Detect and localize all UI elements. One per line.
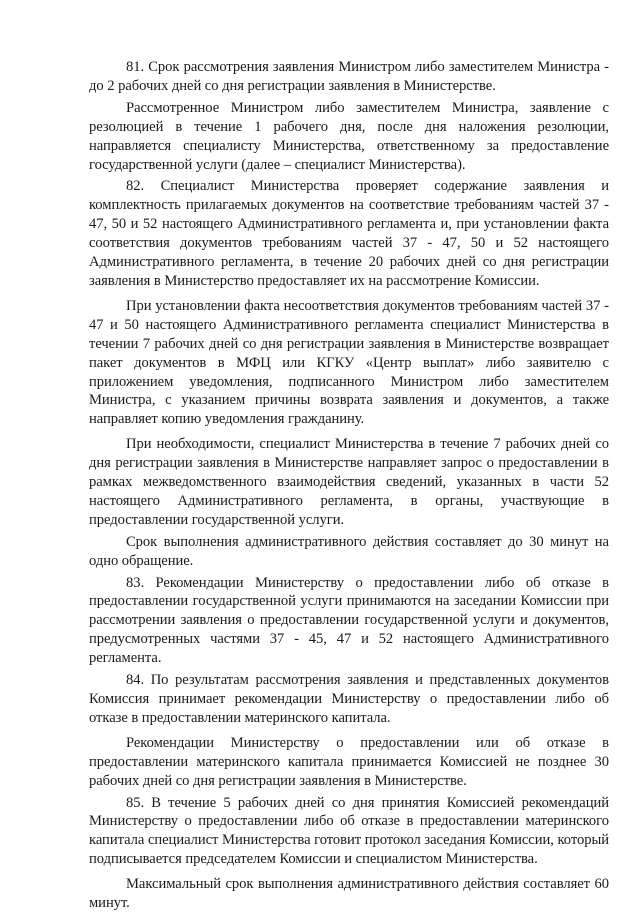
paragraph-81: 81. Срок рассмотрения заявления Министром либо заместителем Министра - до 2 рабочих дней со дня регистрации заявления в Министерстве. bbox=[89, 59, 609, 94]
paragraph-84: 84. По результатам рассмотрения заявления и представленных документов Комиссия принимает рекомендации Министерству о предоставлении либо об отказе в предоставлении материнского капитала. bbox=[89, 672, 609, 726]
paragraph-82: 82. Специалист Министерства проверяет содержание заявления и комплектность прилагаемых документов на соответствие требованиям частей 37 - 47, 50 и 52 настоящего Административного регламента и, при установлении факта соответствия документов требованиям частей 37 - 47, 50 и 52 настоящего Административного регламента, в течение 20 рабочих дней со дня регистрации заявления в Министерство предоставляет их на рассмотрение Комиссии. bbox=[89, 178, 609, 289]
paragraph-81-resolution: Рассмотренное Министром либо заместителем Министра, заявление с резолюцией в течение 1 рабочего дня, после дня наложения резолюции, направляется специалисту Министерства, ответственному за предоставление государственной услуги (далее – специалист Министерства). bbox=[89, 99, 609, 173]
paragraph-83: 83. Рекомендации Министерству о предоставлении либо об отказе в предоставлении государственной услуги принимаются на заседании Комиссии при рассмотрении заявления о предоставлении государственной услуги и документов, предусмотренных частями 37 - 45, 47 и 52 настоящего Административного регламента. bbox=[89, 574, 609, 667]
paragraph-85-time-limit: Максимальный срок выполнения административного действия составляет 60 минут. bbox=[89, 876, 609, 912]
paragraph-85: 85. В течение 5 рабочих дней со дня принятия Комиссией рекомендаций Министерству о предоставлении либо об отказе в предоставлении материнского капитала специалист Министерства готовит протокол заседания Комиссии, который подписывается председателем Комиссии и специалистом Министерства. bbox=[89, 794, 609, 868]
document-body bbox=[89, 58, 609, 913]
paragraph-82-interagency-request: При необходимости, специалист Министерства в течение 7 рабочих дней со дня регистрации заявления в Министерстве направляет запрос о предоставлении в рамках межведомственного взаимодействия сведений, указанных в части 52 настоящего Административного регламента, в органы, участвующие в предоставлении государственной услуги. bbox=[89, 436, 609, 528]
paragraph-84-recommendations: Рекомендации Министерству о предоставлении или об отказе в предоставлении материнского капитала принимается Комиссией не позднее 30 рабочих дней со дня регистрации заявления в Министерстве. bbox=[89, 734, 609, 789]
paragraph-82-nonconformity: При установлении факта несоответствия документов требованиям частей 37 - 47 и 50 настоящего Административного регламента специалист Министерства в течении 7 рабочих дней со дня регистрации заявления в Министерстве возвращает пакет документов в МФЦ или КГКУ «Центр выплат» либо заявителю с приложением уведомления, подписанного Министром либо заместителем Министра, с указанием причины возврата заявления и документов, а также направляет копию уведомления гражданину. bbox=[89, 297, 609, 428]
paragraph-82-time-limit: Срок выполнения административного действия составляет до 30 минут на одно обращение. bbox=[89, 533, 609, 569]
